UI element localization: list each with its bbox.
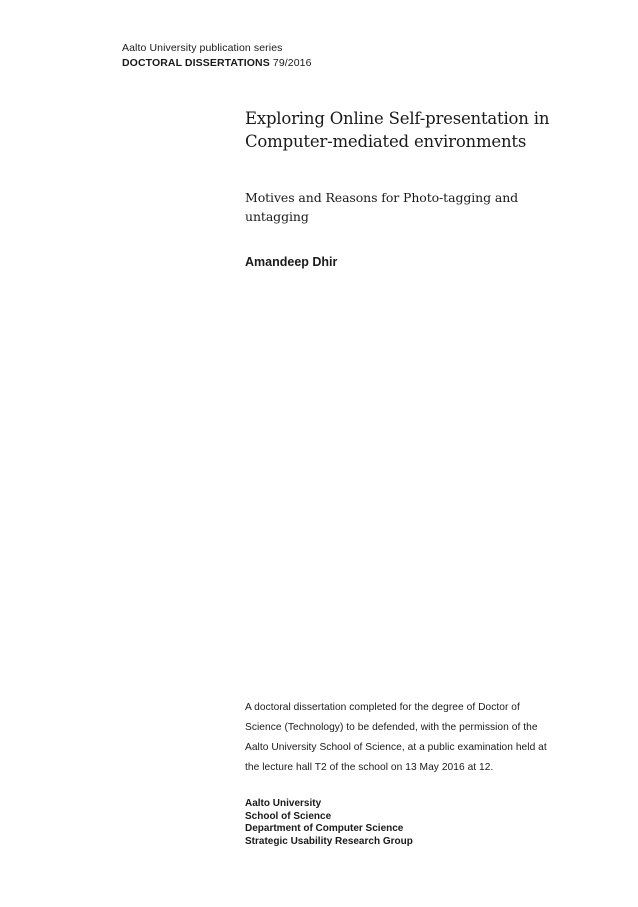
document-subtitle — [245, 188, 575, 226]
author-name: Amandeep Dhir — [245, 255, 338, 269]
document-title — [245, 107, 605, 153]
dissertation-line: the lecture hall T2 of the school on 13 May 2016 at 12. — [245, 762, 494, 773]
affiliation-school: School of Science — [245, 810, 332, 822]
publication-series — [122, 41, 312, 71]
affiliation-group: Strategic Usability Research Group — [245, 835, 413, 847]
dissertation-line: Aalto University School of Science, at a public examination held at — [245, 742, 547, 753]
series-line — [122, 56, 312, 71]
title-line-2: Computer-mediated environments — [245, 132, 527, 151]
affiliation-department: Department of Computer Science — [245, 823, 404, 834]
subtitle-line-2: untagging — [245, 209, 309, 224]
subtitle-line-1: Motives and Reasons for Photo-tagging and — [245, 190, 519, 205]
series-label: DOCTORAL DISSERTATIONS — [122, 57, 270, 69]
affiliation-block — [245, 798, 413, 848]
affiliation-university: Aalto University — [245, 798, 322, 809]
series-name: Aalto University publication series — [122, 42, 283, 54]
dissertation-line: A doctoral dissertation completed for the degree of Doctor of — [245, 702, 520, 713]
dissertation-statement — [245, 698, 595, 778]
title-line-1: Exploring Online Self-presentation in — [245, 109, 550, 128]
dissertation-line: Science (Technology) to be defended, with the permission of the — [245, 722, 538, 733]
series-number: 79/2016 — [272, 57, 312, 69]
